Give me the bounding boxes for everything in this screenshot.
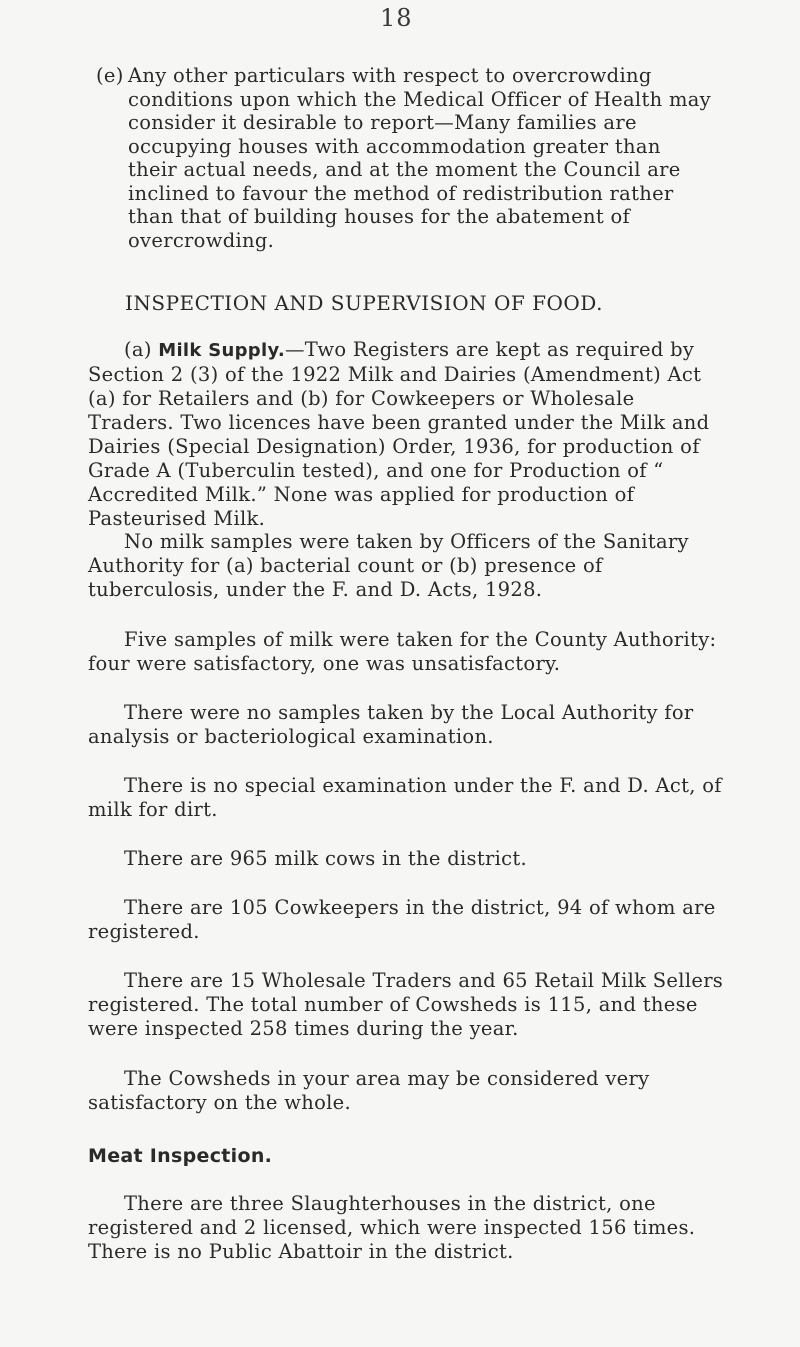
item-e-block [96, 64, 716, 252]
item-e [96, 64, 716, 252]
milk-supply-heading: Milk Supply. [158, 340, 285, 361]
milk-supply-paragraph [88, 338, 724, 531]
milk-label: (a) [124, 338, 152, 361]
item-e-label: (e) [96, 64, 124, 87]
paragraph-cowkeepers [88, 896, 724, 944]
paragraph: There are 105 Cowkeepers in the district, 94 of whom are registered. [88, 896, 716, 943]
paragraph: The Cowsheds in your area may be considered very satisfactory on the whole. [88, 1067, 650, 1114]
paragraph-dirt-examination [88, 774, 724, 822]
paragraph-samples-county [88, 628, 724, 676]
page-number: 18 [380, 4, 413, 32]
paragraph-meat-inspection [88, 1192, 724, 1264]
meat-inspection-heading: Meat Inspection. [88, 1145, 273, 1167]
paragraph: There are 965 milk cows in the district. [124, 847, 528, 870]
section-heading: INSPECTION AND SUPERVISION OF FOOD. [125, 291, 603, 315]
paragraph: No milk samples were taken by Officers of the Sanitary Authority for (a) bacterial count or (b) presence of tuberculosis, under the F. and D. Acts, 1928. [88, 530, 689, 601]
paragraph: Five samples of milk were taken for the County Authority: four were satisfactory, one was unsatisfactory. [88, 628, 717, 675]
paragraph: There were no samples taken by the Local Authority for analysis or bacteriological examination. [88, 701, 694, 748]
paragraph: There are 15 Wholesale Traders and 65 Retail Milk Sellers registered. The total number of Cowsheds is 115, and these were inspected 258 times during the year. [88, 969, 724, 1040]
paragraph-samples-sanitary [88, 530, 724, 602]
item-e-text: Any other particulars with respect to overcrowding conditions upon which the Medical Officer of Health may consider it desirable to report—Many families are occupying houses with accommodation greater than their actual needs, and at the moment the Council are inclined to favour the method of redistribution rather than that of building houses for the abatement of overcrowding. [128, 64, 711, 252]
paragraph-milk-cows [88, 847, 724, 871]
paragraph-traders [88, 969, 724, 1041]
paragraph: There are three Slaughterhouses in the district, one registered and 2 licensed, which were inspected 156 times. There is no Public Abattoir in the district. [88, 1192, 696, 1263]
paragraph-local-authority [88, 701, 724, 749]
milk-supply-text: —Two Registers are kept as required by Section 2 (3) of the 1922 Milk and Dairies (Amendment) Act (a) for Retailers and (b) for Cowkeepers or Wholesale Traders. Two licences have been granted under the Milk and Dairies (Special Designation) Order, 1936, for production of Grade A (Tuberculin tested), and one for Production of “ Accredited Milk.” None was applied for production of Pasteurised Milk. [88, 338, 710, 530]
paragraph-cowsheds [88, 1067, 724, 1115]
paragraph: There is no special examination under the F. and D. Act, of milk for dirt. [88, 774, 722, 821]
